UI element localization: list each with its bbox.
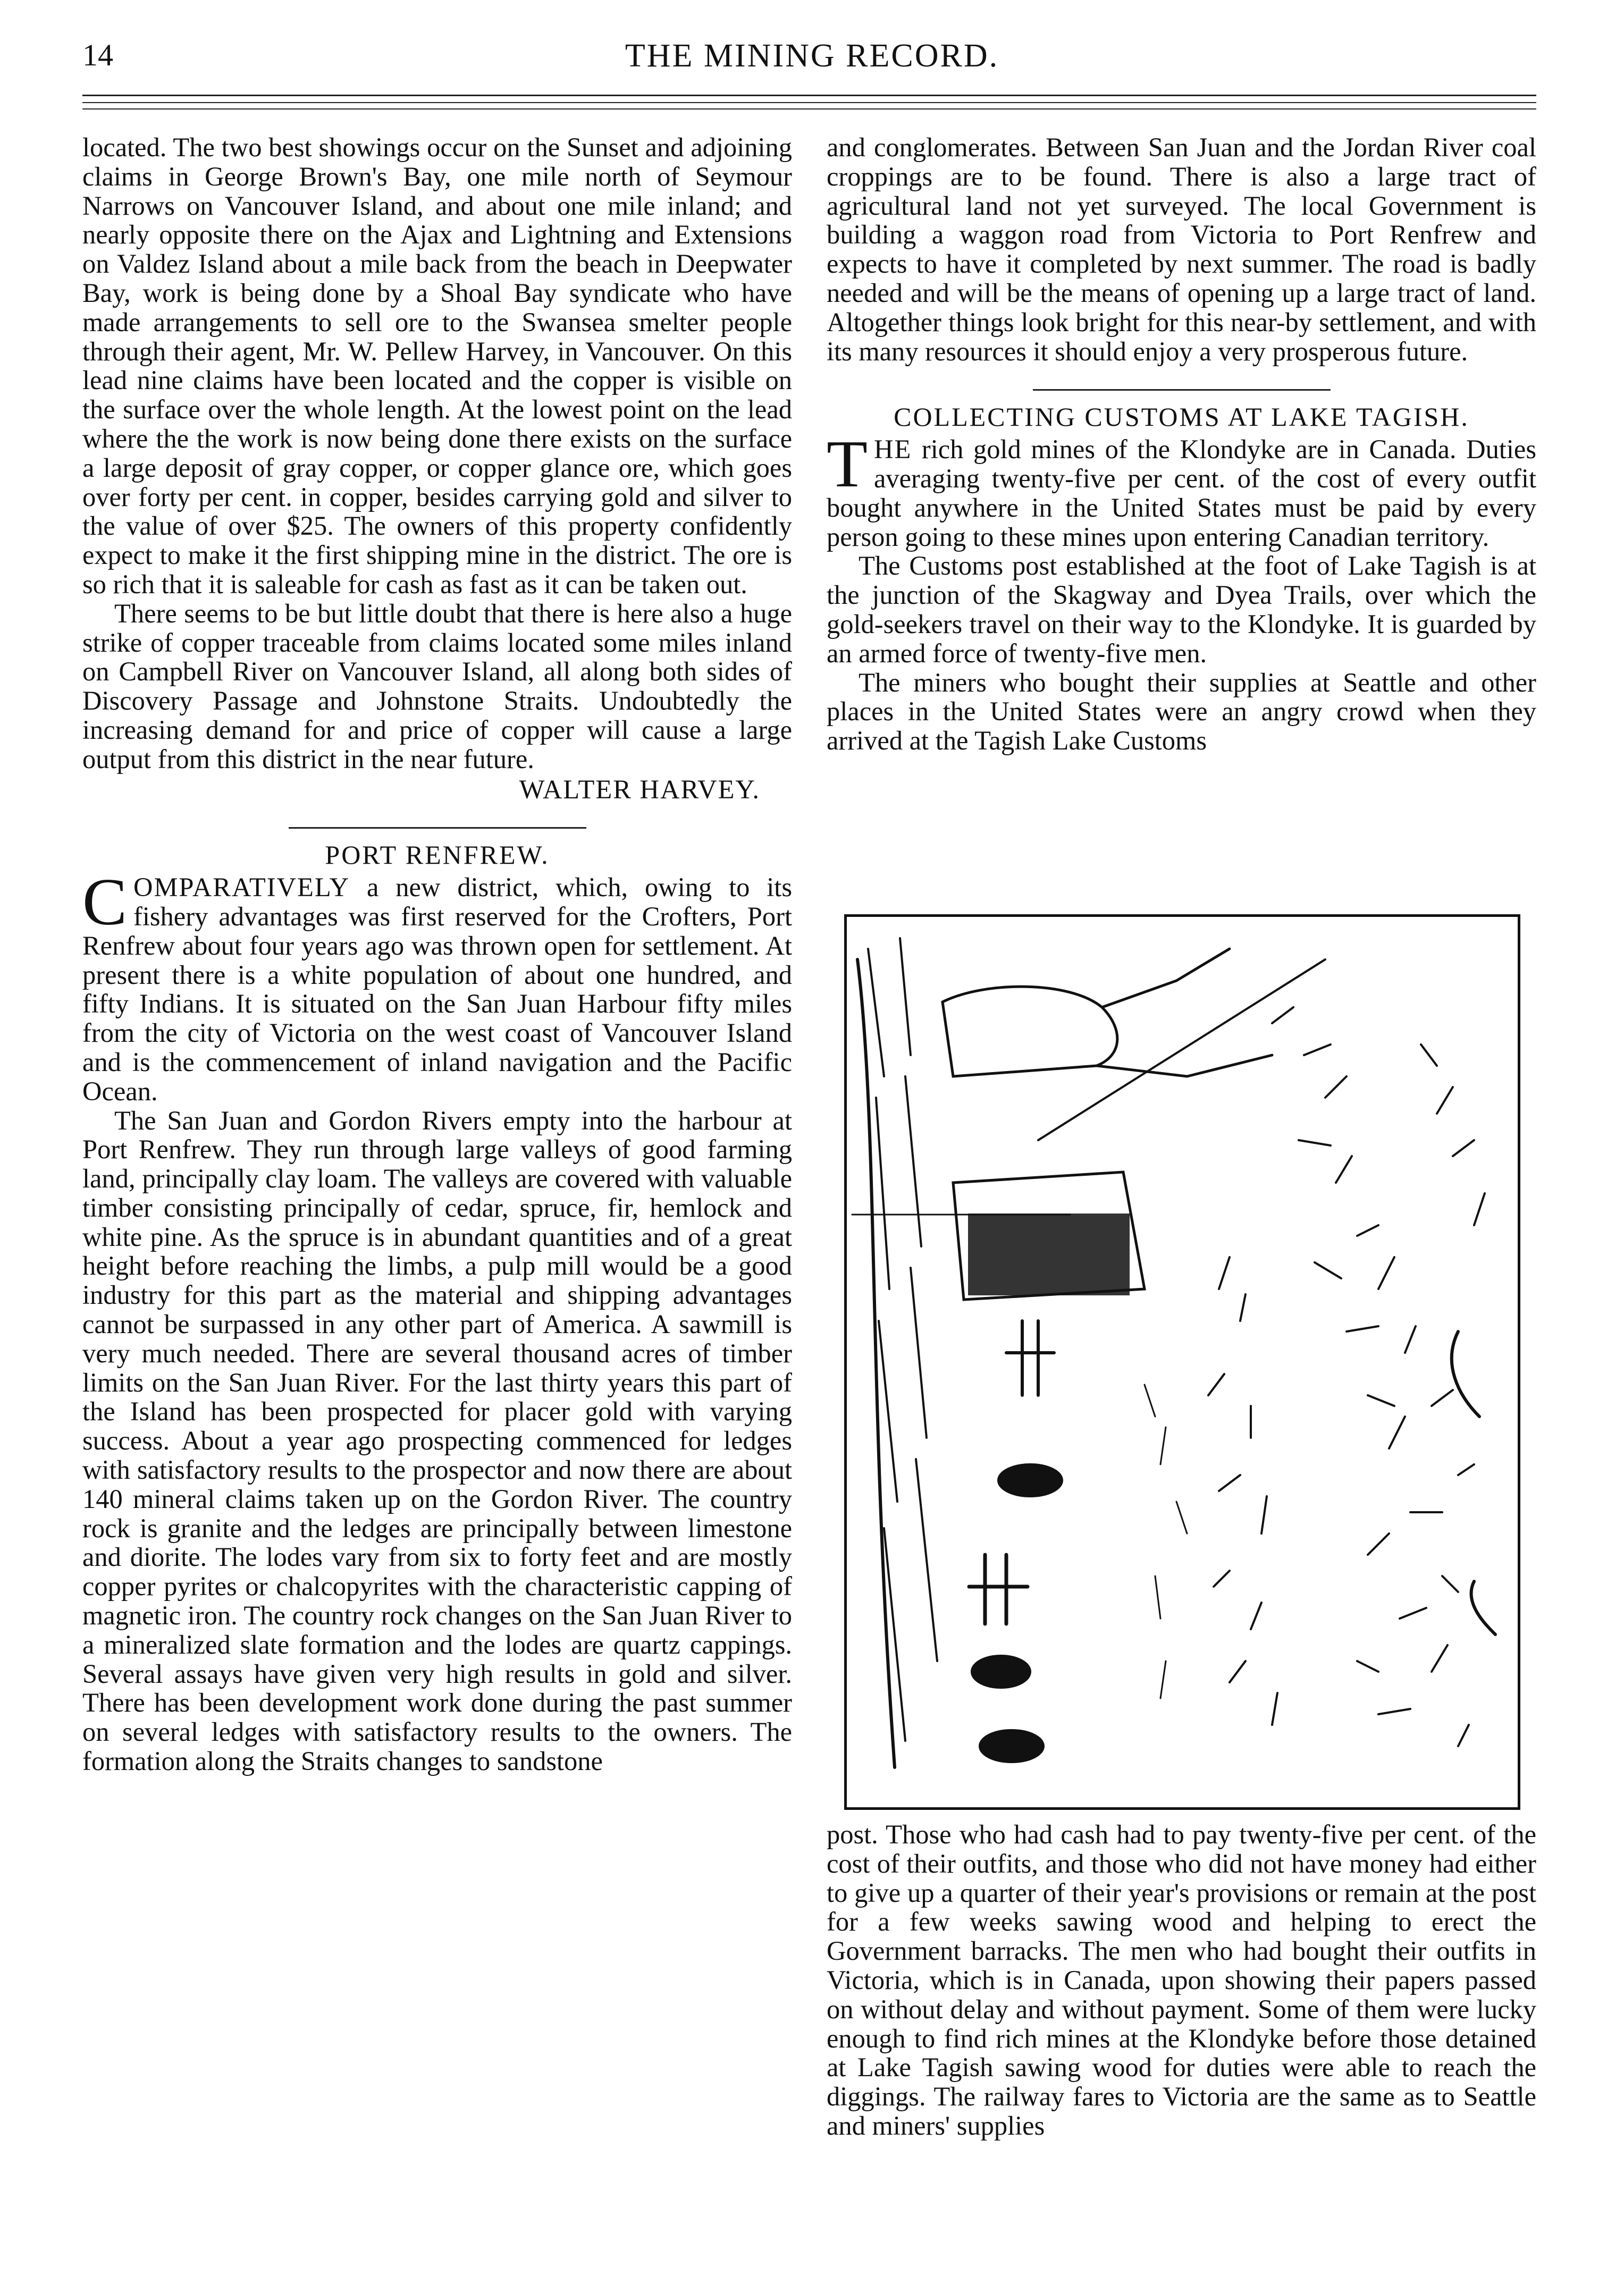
header-rule-thin-2 [82, 108, 1536, 109]
article-paragraph: The San Juan and Gordon Rivers empty into the harbour at Port Renfrew. They run through large valleys of good farming land, principally clay loam. The valleys are covered with valuable timber consisting principally of cedar, spruce, fir, hemlock and white pine. As the spruce is in abundant quantities and of a great height before reaching the limbs, a pulp mill would be a good industry for this part as the material and shipping advantages cannot be surpassed in any other part of America. A sawmill is very much needed. There are several thousand acres of timber limits on the San Juan River. For the last thirty years this part of the Island has been prospected for placer gold with varying success. About a year ago prospecting commenced for ledges with satisfactory results to the prospector and now there are about 140 mineral claims taken up on the Gordon River. The country rock is granite and the ledges are principally between limestone and diorite. The lodes vary from six to forty feet and are mostly copper pyrites or chalcopyrites with the characteristic capping of magnetic iron. The country rock changes on the San Juan River to a mineralized slate formation and the lodes are quartz cappings. Several assays have given very high results in gold and silver. There has been development work done during the past summer on several ledges with satisfactory results to the owners. The formation along the Straits changes to sandstone [82, 1105, 792, 1776]
journal-title: THE MINING RECORD. [625, 38, 999, 74]
lead-caps: HE [873, 434, 912, 465]
page-header [0, 37, 1624, 85]
section-title-customs: COLLECTING CUSTOMS AT LAKE TAGISH. [894, 402, 1469, 432]
article-paragraph-lead [827, 427, 1536, 552]
illustration-lake-tagish [844, 914, 1520, 1810]
author-signature: WALTER HARVEY. [519, 774, 760, 804]
drop-cap: C [82, 865, 128, 940]
section-title-port-renfrew: PORT RENFREW. [325, 840, 550, 870]
right-column-continued [827, 1820, 1536, 2141]
left-column [82, 133, 792, 1776]
article-paragraph: and conglomerates. Between San Juan and the Jordan River coal croppings are to be found. There is also a large tract of agricultural land not yet surveyed. The local Government is building a waggon road from Victoria to Port Renfrew and expects to have it completed by next summer. The road is badly needed and will be the means of opening up a large tract of land. Altogether things look bright for this near-by settlement, and with its many resources it should enjoy a very prosperous future. [827, 132, 1536, 366]
lead-caps: OMPARATIVELY [133, 872, 350, 903]
drop-cap: T [827, 427, 868, 502]
page-number: 14 [82, 38, 113, 72]
section-divider [289, 827, 586, 829]
article-paragraph: post. Those who had cash had to pay twenty-five per cent. of the cost of their outfits, and those who did not have money had either to give up a quarter of their year's provisions or remain at the post for a few weeks sawing wood and helping to erect the Government barracks. The men who had bought their outfits in Victoria, which is in Canada, upon showing their papers passed on without delay and without payment. Some of them were lucky enough to find rich mines at the Klondyke before those detained at Lake Tagish sawing wood for duties were able to reach the diggings. The railway fares to Victoria are the same as to Seattle and miners' supplies [827, 1819, 1536, 2141]
article-paragraph: There seems to be but little doubt that there is here also a huge strike of copper traceable from claims located some miles inland on Campbell River on Vancouver Island, all along both sides of Discovery Passage and Johnstone Straits. Undoubtedly the increasing demand for and price of copper will cause a large output from this district in the near future. [82, 598, 792, 774]
header-rule [82, 95, 1536, 96]
section-divider [1033, 389, 1331, 391]
right-column [827, 133, 1536, 755]
article-paragraph: The miners who bought their supplies at Seattle and other places in the United States were an angry crowd when they arrived at the Tagish Lake Customs [827, 667, 1536, 756]
article-paragraph: The Customs post established at the foot of Lake Tagish is at the junction of the Skagway and Dyea Trails, over which the gold-seekers travel on their way to the Klondyke. It is guarded by an armed force of twenty-five men. [827, 551, 1536, 668]
article-paragraph: located. The two best showings occur on the Sunset and adjoining claims in George Brown's Bay, one mile north of Seymour Narrows on Vancouver Island, and about one mile inland; and nearly opposite there on the Ajax and Lightning and Extensions on Valdez Island about a mile back from the beach in Deepwater Bay, work is being done by a Shoal Bay syndicate who have made arrangements to sell ore to the Swansea smelter people through their agent, Mr. W. Pellew Harvey, in Vancouver. On this lead nine claims have been located and the copper is visible on the surface over the whole length. At the lowest point on the lead where the the work is now being done there exists on the surface a large deposit of gray copper, or copper glance ore, which goes over forty per cent. in copper, besides carrying gold and silver to the value of over $25. The owners of this property confidently expect to make it the first shipping mine in the district. The ore is so rich that it is saleable for cash as fast as it can be taken out. [82, 132, 792, 599]
lead-text: a new district, which, owing to its fishery advantages was first reserved for the Crofters, Port Renfrew about four years ago was thrown open for settlement. At present there is a white population of about one hundred, and fifty Indians. It is situated on the San Juan Harbour fifty miles from the city of Victoria on the west coast of Vancouver Island and is the commencement of inland navigation and the Pacific Ocean. [82, 872, 792, 1106]
lead-text: rich gold mines of the Klondyke are in Canada. Duties averaging twenty-five per cent. of the cost of every outfit bought anywhere in the United States must be paid by every person going to these mines upon entering Canadian territory. [827, 434, 1536, 552]
article-paragraph-lead [82, 865, 792, 1106]
header-rule-thin [82, 102, 1536, 103]
sketch-drawing [847, 917, 1518, 1807]
